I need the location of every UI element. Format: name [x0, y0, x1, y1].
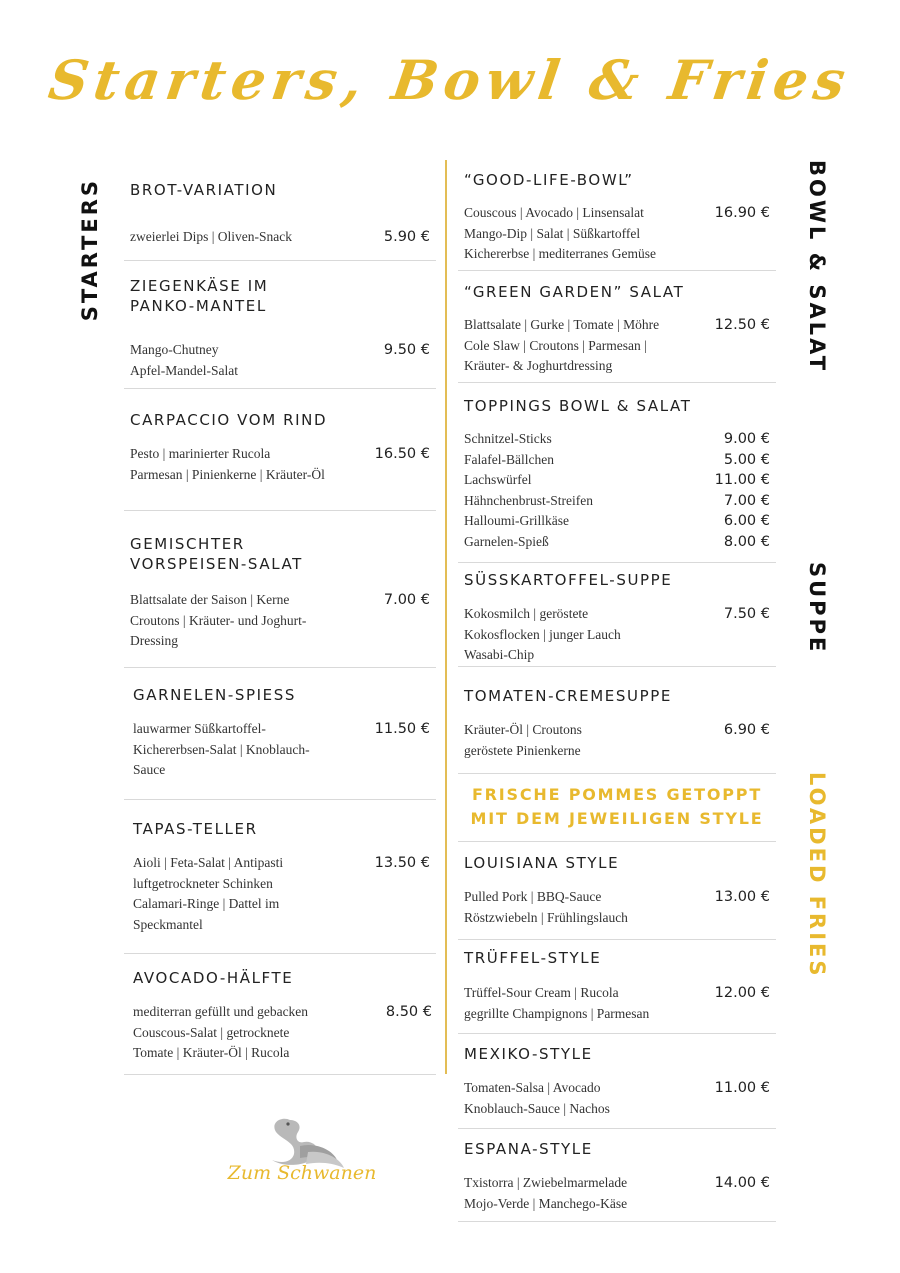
item-description: Trüffel-Sour Cream | Rucola gegrillte Champignons | Parmesan: [464, 985, 650, 1021]
item-description: Blattsalate der Saison | Kerne Croutons | Kräuter- und Joghurt- Dressing: [130, 592, 307, 648]
item-price: 11.00 €: [714, 1080, 770, 1096]
item-name: ESPANA-STYLE: [464, 1140, 593, 1158]
item-description: Pulled Pork | BBQ-Sauce Röstzwiebeln | Frühlingslauch: [464, 889, 628, 925]
item-price: 8.50 €: [385, 1004, 432, 1020]
toppings-title: TOPPINGS BOWL & SALAT: [464, 397, 692, 415]
menu-item: [124, 276, 436, 389]
item-name: TAPAS-TELLER: [133, 820, 258, 838]
item-name: GARNELEN-SPIESS: [133, 686, 296, 704]
item-description: Mango-Chutney Apfel-Mandel-Salat: [130, 342, 238, 378]
toppings-list: [464, 429, 770, 552]
item-name: AVOCADO-HÄLFTE: [133, 969, 294, 987]
item-price: 16.50 €: [374, 446, 430, 462]
item-price: 11.50 €: [374, 721, 430, 737]
menu-item: [458, 570, 776, 667]
item-description: zweierlei Dips | Oliven-Snack: [130, 229, 293, 244]
item-name: GEMISCHTER VORSPEISEN-SALAT: [130, 535, 303, 573]
topping-row: Falafel-Bällchen 5.00 €: [464, 451, 770, 468]
item-name: BROT-VARIATION: [130, 181, 278, 199]
item-price: 16.90 €: [714, 205, 770, 221]
section-label-suppe: SUPPE: [805, 562, 829, 655]
toppings-block: [458, 396, 776, 563]
item-description: lauwarmer Süßkartoffel- Kichererbsen-Salat | Knoblauch- Sauce: [133, 721, 310, 777]
item-price: 13.50 €: [374, 855, 430, 871]
item-name: “GOOD-LIFE-BOWL”: [464, 171, 634, 189]
item-price: 5.90 €: [383, 229, 430, 245]
item-description: mediterran gefüllt und gebacken Couscous-Salat | getrocknete Tomate | Kräuter-Öl | Rucola: [133, 1004, 309, 1060]
item-description: Blattsalate | Gurke | Tomate | Möhre Cole Slaw | Croutons | Parmesan | Kräuter- & Joghurtdressing: [464, 317, 660, 373]
topping-row: Halloumi-Grillkäse 6.00 €: [464, 513, 770, 529]
item-description: Txistorra | Zwiebelmarmelade Mojo-Verde | Manchego-Käse: [464, 1175, 628, 1211]
item-description: Aioli | Feta-Salat | Antipasti luftgetrockneter Schinken Calamari-Ringe | Dattel im Speckmantel: [133, 855, 284, 932]
menu-item: [124, 819, 436, 954]
item-price: 7.50 €: [723, 606, 770, 622]
item-name: ZIEGENKÄSE IM PANKO-MANTEL: [130, 277, 269, 315]
menu-item: [124, 180, 436, 261]
item-description: Pesto | marinierter Rucola Parmesan | Pinienkerne | Kräuter-Öl: [130, 446, 325, 482]
item-name: LOUISIANA STYLE: [464, 854, 620, 872]
item-name: MEXIKO-STYLE: [464, 1045, 593, 1063]
menu-item: [458, 282, 776, 383]
menu-item: [458, 1139, 776, 1222]
topping-row: Schnitzel-Sticks 9.00 €: [464, 431, 770, 447]
topping-row: Lachswürfel 11.00 €: [464, 472, 770, 488]
item-description: Tomaten-Salsa | Avocado Knoblauch-Sauce | Nachos: [464, 1080, 610, 1116]
item-price: 14.00 €: [714, 1175, 770, 1191]
item-name: SÜSSKARTOFFEL-SUPPE: [464, 571, 673, 589]
item-description: Kokosmilch | geröstete Kokosflocken | junger Lauch Wasabi-Chip: [464, 606, 621, 662]
section-label-loaded-fries: LOADED FRIES: [805, 772, 829, 979]
item-price: 12.00 €: [714, 985, 770, 1001]
fries-heading-block: [458, 773, 776, 842]
item-name: TRÜFFEL-STYLE: [464, 949, 602, 967]
item-price: 6.90 €: [723, 722, 770, 738]
menu-item: [458, 686, 776, 774]
item-name: CARPACCIO VOM RIND: [130, 411, 328, 429]
item-price: 7.00 €: [383, 592, 430, 608]
page-title: Starters, Bowl & Fries: [44, 48, 856, 112]
menu-item: [124, 685, 436, 800]
logo: [212, 1112, 392, 1202]
topping-row: Hähnchenbrust-Streifen 7.00 €: [464, 492, 770, 509]
item-description: Couscous | Avocado | Linsensalat Mango-Dip | Salat | Süßkartoffel Kichererbse | mediterranes Gemüse: [464, 205, 656, 261]
column-divider: [445, 160, 447, 1074]
section-label-bowl-salat: BOWL & SALAT: [805, 160, 829, 374]
menu-item: [458, 170, 776, 271]
item-name: “GREEN GARDEN” SALAT: [464, 283, 685, 301]
topping-row: Garnelen-Spieß 8.00 €: [464, 533, 770, 550]
menu-item: [124, 534, 436, 668]
menu-item: [124, 968, 436, 1075]
menu-item: [124, 410, 436, 511]
item-price: 9.50 €: [383, 342, 430, 358]
item-name: TOMATEN-CREMESUPPE: [464, 687, 672, 705]
menu-item: [458, 853, 776, 940]
menu-item: [458, 948, 776, 1034]
logo-text: Zum Schwanen: [227, 1162, 377, 1184]
item-price: 12.50 €: [714, 317, 770, 333]
item-description: Kräuter-Öl | Croutons geröstete Pinienkerne: [464, 722, 582, 758]
item-price: 13.00 €: [714, 889, 770, 905]
fries-heading: FRISCHE POMMES GETOPPT MIT DEM JEWEILIGEN STYLE: [470, 785, 764, 828]
section-label-starters: STARTERS: [78, 178, 102, 322]
menu-item: [458, 1044, 776, 1129]
